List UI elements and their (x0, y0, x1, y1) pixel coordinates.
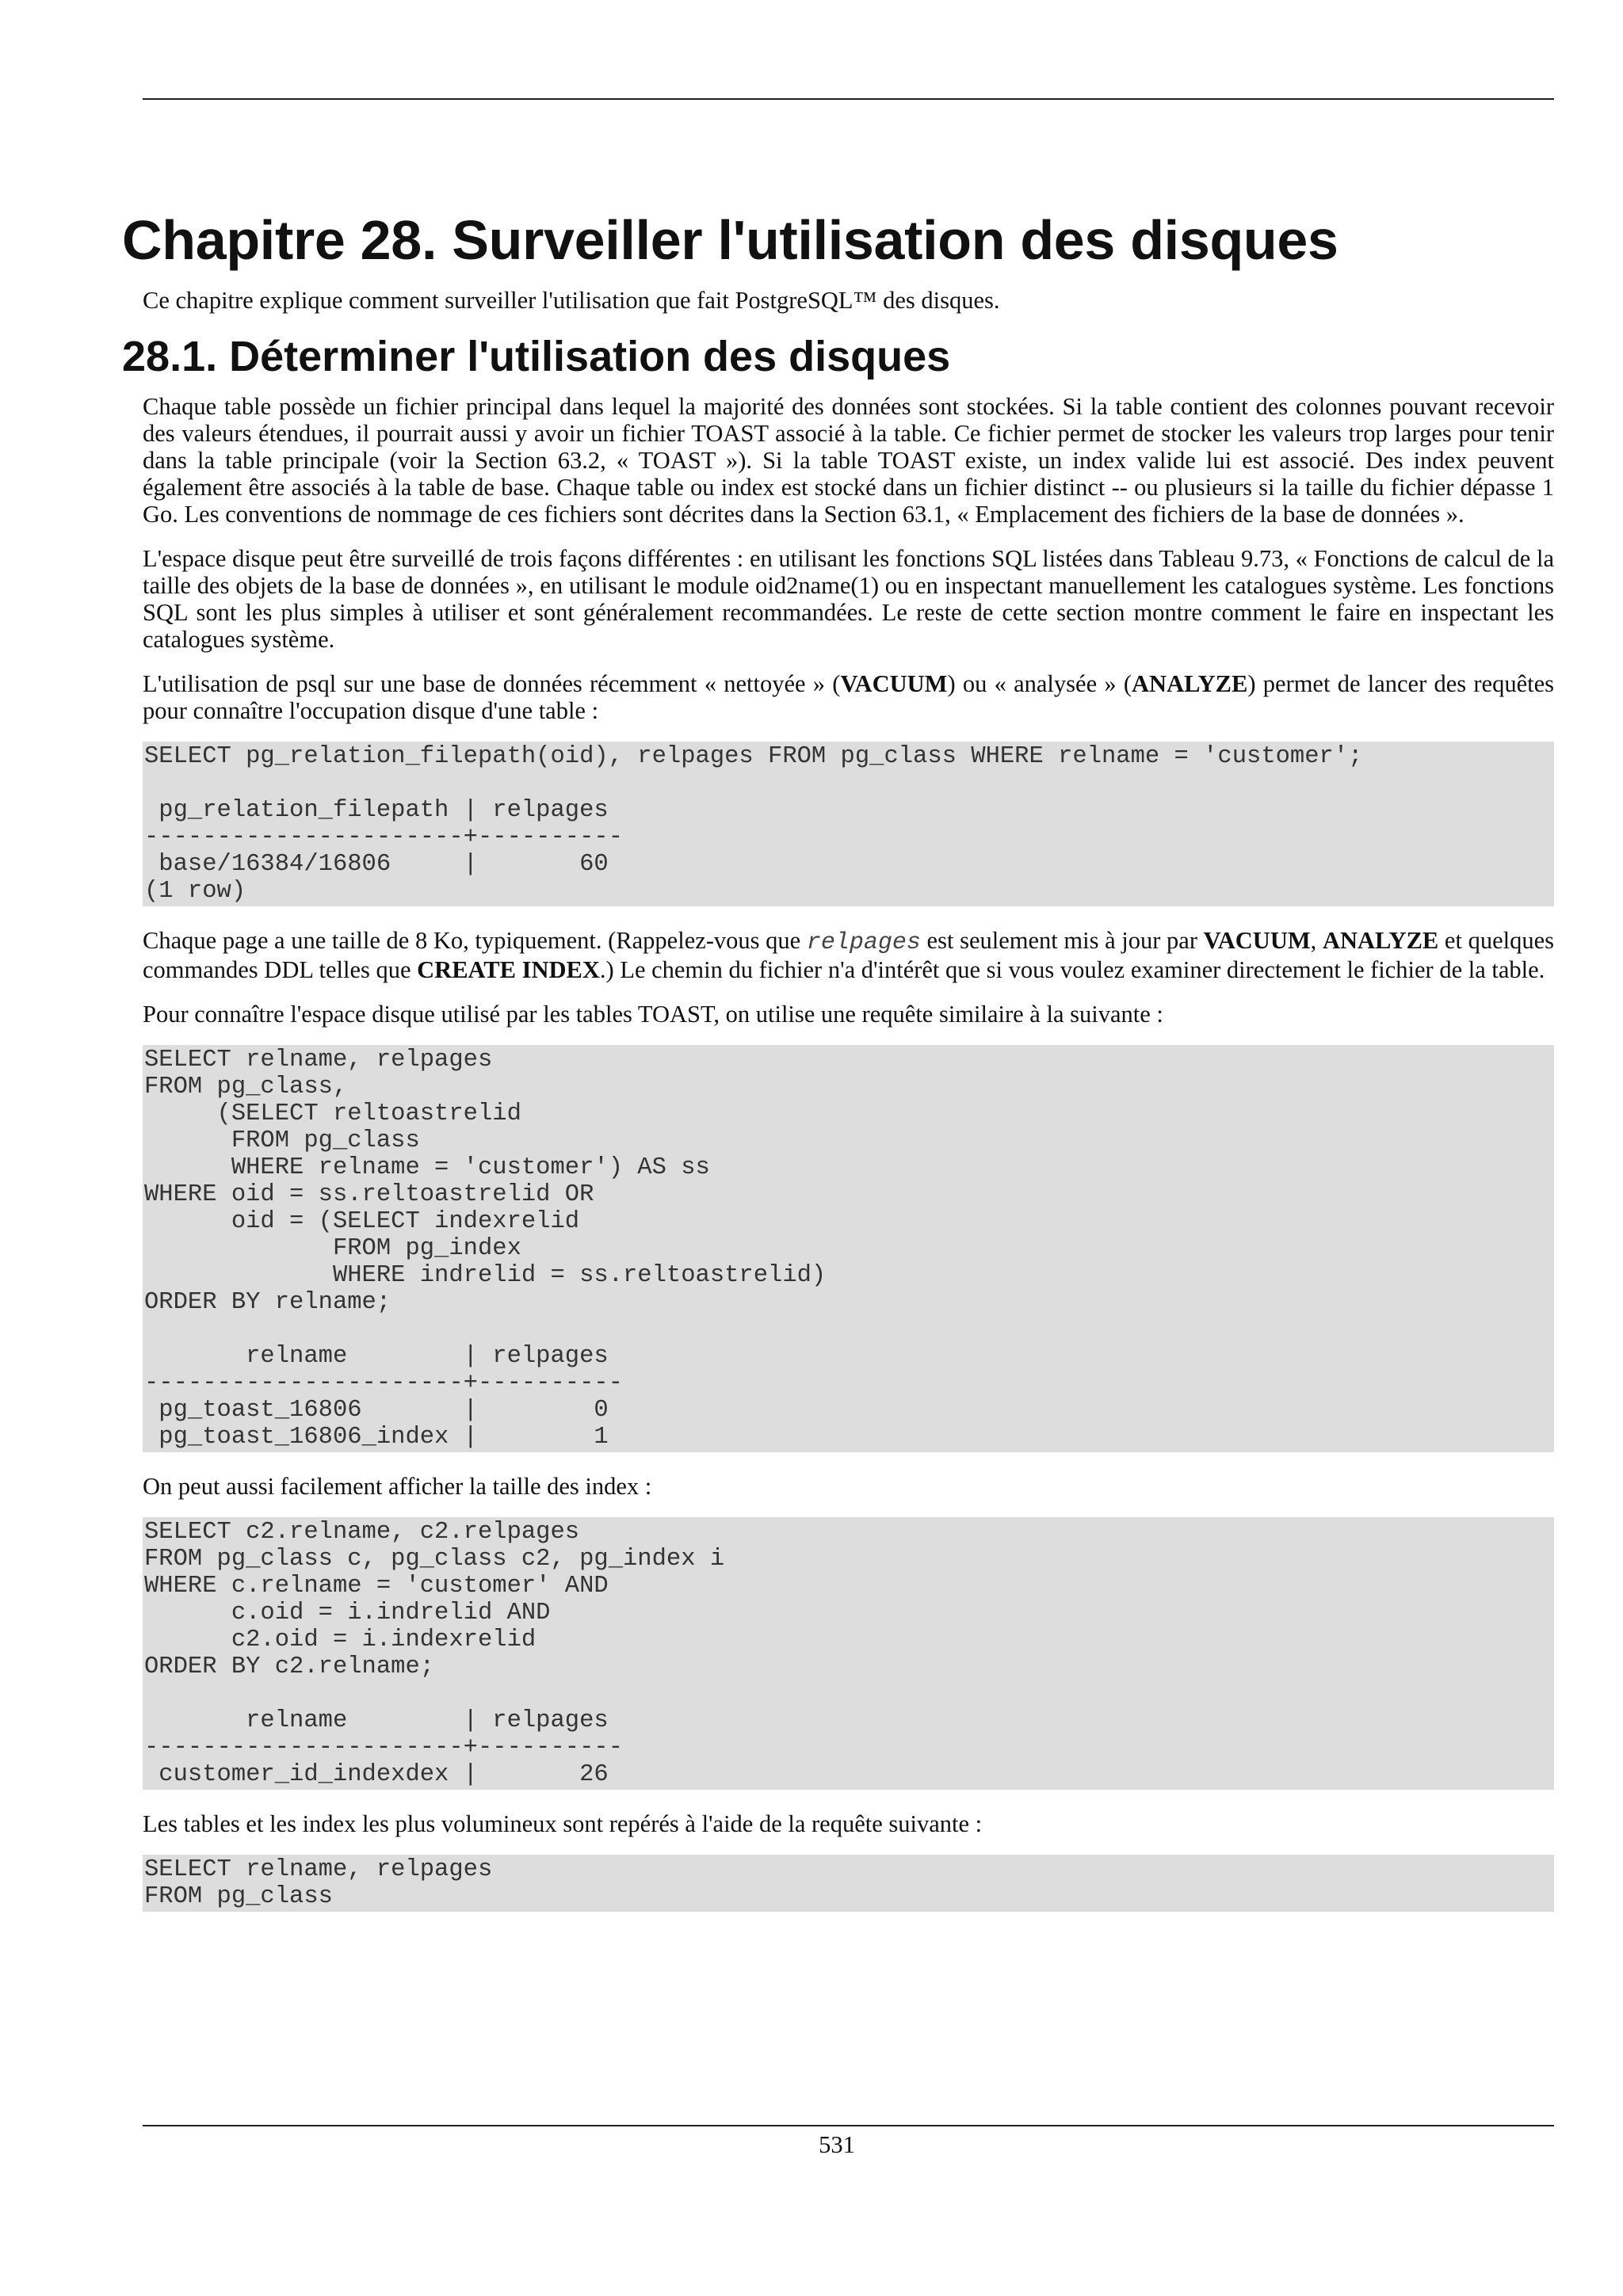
paragraph-3-text: L'utilisation de psql sur une base de données récemment « nettoyée » ( (143, 670, 841, 697)
page-number: 531 (819, 2131, 855, 2158)
paragraph-3 (143, 670, 1554, 724)
paragraph-6: On peut aussi facilement afficher la taille des index : (143, 1473, 652, 1500)
analyze-keyword: ANALYZE (1132, 670, 1248, 697)
code-block-toast-query: SELECT relname, relpages FROM pg_class, (SELECT reltoastrelid FROM pg_class WHERE relname = 'customer') AS ss WHERE oid = ss.reltoastrelid OR oid = (SELECT indexrelid FROM pg_index WHERE indrelid = ss.reltoastrelid) ORDER BY relname; relname | relpages ----------------------+---------- pg_toast_16806 | 0 pg_toast_16806_index | 1 (143, 1045, 1554, 1452)
paragraph-4-text: Chaque page a une taille de 8 Ko, typiquement. (Rappelez-vous que (143, 927, 807, 954)
paragraph-4-text: .) Le chemin du fichier n'a d'intérêt que si vous voulez examiner directement le fichier de la table. (599, 956, 1545, 983)
code-block-largest-query: SELECT relname, relpages FROM pg_class (143, 1855, 1554, 1912)
paragraph-4 (143, 927, 1554, 983)
paragraph-1: Chaque table possède un fichier principal dans lequel la majorité des données sont stockées. Si la table contient des colonnes pouvant recevoir des valeurs étendues, il pourrait aussi y avoir un fichier TOAST associé à la table. Ce fichier permet de stocker les valeurs trop larges pour tenir dans la table principale (voir la Section 63.2, « TOAST »). Si la table TOAST existe, un index valide lui est associé. Des index peuvent également être associés à la table de base. Chaque table ou index est stocké dans un fichier distinct -- ou plusieurs si la taille du fichier dépasse 1 Go. Les conventions de nommage de ces fichiers sont décrites dans la Section 63.1, « Emplacement des fichiers de la base de données ». (143, 393, 1554, 528)
chapter-body (143, 287, 1554, 314)
paragraph-7: Les tables et les index les plus volumineux sont repérés à l'aide de la requête suivante : (143, 1810, 983, 1837)
analyze-keyword: ANALYZE (1322, 927, 1439, 954)
paragraph-2: L'espace disque peut être surveillé de trois façons différentes : en utilisant les fonctions SQL listées dans Tableau 9.73, « Fonctions de calcul de la taille des objets de la base de données », en utilisant le module oid2name(1) ou en inspectant manuellement les catalogues système. Les fonctions SQL sont les plus simples à utiliser et sont généralement recommandées. Le reste de cette section montre comment le faire en inspectant les catalogues système. (143, 545, 1554, 653)
paragraph-5: Pour connaître l'espace disque utilisé par les tables TOAST, on utilise une requête similaire à la suivante : (143, 1001, 1163, 1028)
paragraph-4-text: est seulement mis à jour par (920, 927, 1204, 954)
section-title: 28.1. Déterminer l'utilisation des disques (122, 333, 951, 380)
chapter-intro: Ce chapitre explique comment surveiller l'utilisation que fait PostgreSQL™ des disques. (143, 287, 1000, 314)
vacuum-keyword: VACUUM (840, 670, 948, 697)
paragraph-3-text: ) permet de lancer des requêtes pour connaître l'occupation disque d'une table : (143, 670, 1554, 724)
footer-rule (143, 2125, 1554, 2126)
code-block-index-query: SELECT c2.relname, c2.relpages FROM pg_class c, pg_class c2, pg_index i WHERE c.relname = 'customer' AND c.oid = i.indrelid AND c2.oid = i.indexrelid ORDER BY c2.relname; relname | relpages ----------------------+---------- customer_id_indexdex | 26 (143, 1517, 1554, 1790)
paragraph-4-text: et quelques commandes DDL telles que (143, 927, 1555, 983)
chapter-title: Chapitre 28. Surveiller l'utilisation des disques (122, 209, 1338, 271)
code-block-filepath-query: SELECT pg_relation_filepath(oid), relpages FROM pg_class WHERE relname = 'customer'; pg_relation_filepath | relpages ----------------------+---------- base/16384/16806 | 60 (1 row) (143, 742, 1554, 906)
paragraph-4-text: , (1310, 927, 1323, 954)
page-content (122, 208, 1554, 1932)
relpages-literal: relpages (806, 929, 921, 956)
header-rule (143, 98, 1554, 100)
create-index-keyword: CREATE INDEX (417, 956, 600, 983)
section-body (143, 393, 1554, 1912)
paragraph-3-text: ) ou « analysée » ( (947, 670, 1132, 697)
vacuum-keyword: VACUUM (1203, 927, 1311, 954)
